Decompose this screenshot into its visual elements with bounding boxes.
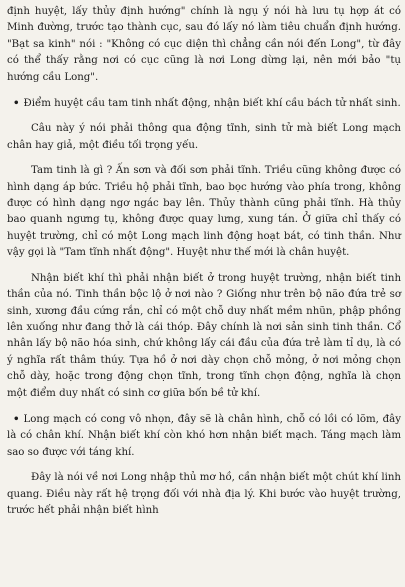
- bullet-mark: •: [13, 97, 20, 110]
- bullet-mark: •: [13, 412, 20, 425]
- paragraph-text: Long mạch có cong vô nhọn, đây sẽ là chân hình, chỗ có lồi có lõm, đây là có chân khí. Nhận biết khí còn khó hơn nhận biết mạch. Táng mạch làm sao so được với táng khí.: [7, 413, 401, 458]
- paragraph: Nhận biết khí thì phải nhận biết ở trong huyệt trường, nhận biết tinh thần của nó. Tinh thần bộc lộ ở nơi nào ? Giống như trên bộ não đứa trẻ sơ sinh, xương đầu cứng rắn, chỉ có một chỗ duy nhất mềm nhũn, phập phồng lên xuống như đang thở là cái thóp. Đây chính là nơi sản sinh tinh thần. Cổ nhân lấy bộ não hóa sinh, chứ không lấy cái đầu của đứa trẻ làm tỉ dụ, là có ý nghĩa rất thâm thúy. Tựa hồ ở nơi dày chọn chỗ mỏng, ở nơi mỏng chọn chỗ dày, hoặc trong động chọn tĩnh, trong tĩnh chọn động, nghĩa là chọn một điểm duy nhất có sinh cơ giữa bốn bề tử khí.: [7, 272, 401, 399]
- paragraph-text: Điểm huyệt cầu tam tinh nhất động, nhận biết khí cầu bách tử nhất sinh.: [23, 98, 401, 110]
- paragraph: định huyệt, lấy thủy định hướng" chính là ngụ ý nói hà lưu tụ hợp át có Minh đường, trước tạo thành cục, sau đó lấy nó làm tiêu chuẩn định hướng. "Bạt sa kinh" nói : "Không có cục diện thì chẳng cần nói đến Long", từ đây có thể thấy rằng nơi có cục cũng là nơi Long dừng lại, nên mới bảo "tụ hướng cầu Long".: [7, 6, 401, 83]
- paragraph: Đây là nói về nơi Long nhập thủ mơ hồ, cần nhận biết một chút khí linh quang. Điều này rất hệ trọng đối với nhà địa lý. Khi bước vào huyệt trường, trước hết phải nhận biết hình: [7, 472, 401, 516]
- document-body: [7, 4, 401, 528]
- paragraph: Câu này ý nói phải thông qua động tĩnh, sinh tử mà biết Long mạch chân hay giả, một điều tối trọng yếu.: [7, 123, 401, 151]
- paragraph: Tam tinh là gì ? Ấn sơn và đối sơn phải tĩnh. Triều cũng không được có hình dạng áp bức. Triều hộ phải tĩnh, bao bọc hướng vào phía trong, không được có hình dạng ngơ ngác bay lên. Thủy thành cũng phải tĩnh. Hà thủy bao quanh ngưng tụ, không được quay lưng, xung tán. Ở giữa chỉ thấy có huyệt trường, chỉ có một Long mạch linh động hoạt bát, có tinh thần. Như vậy gọi là "Tam tĩnh nhất động". Huyệt như thế mới là chân huyệt.: [7, 165, 401, 259]
- bullet-paragraph: [7, 411, 401, 461]
- bullet-paragraph: [7, 95, 401, 112]
